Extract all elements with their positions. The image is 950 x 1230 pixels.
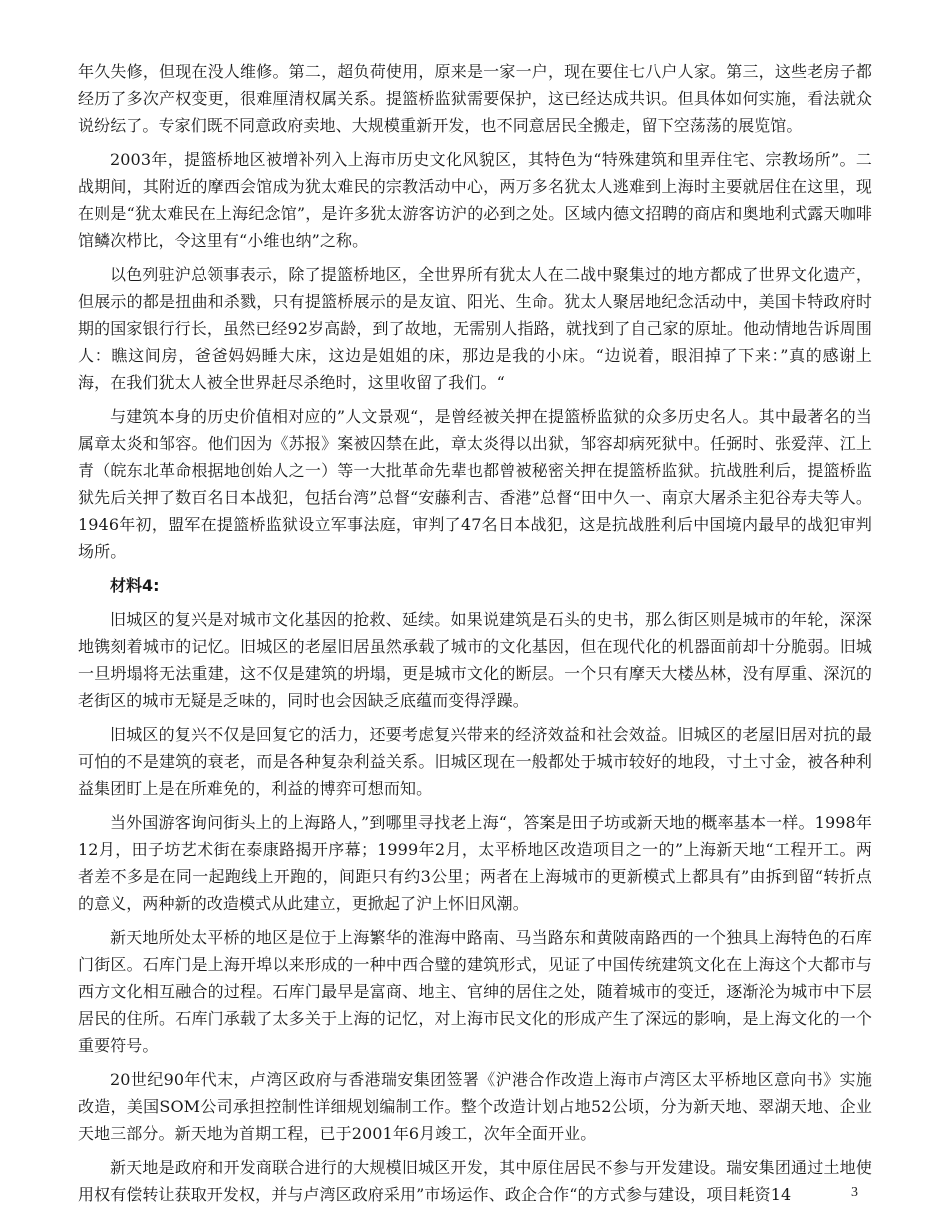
document-page [78,58,872,1215]
paragraph-1990s-redevelopment: 20世纪90年代末，卢湾区政府与香港瑞安集团签署《沪港合作改造上海市卢湾区太平桥地区意向书》实施改造，美国SOM公司承担控制性详细规划编制工作。整个改造计划占地52公顷，分为新天地、翠湖天地、企业天地三部分。新天地为首期工程，已于2001年6月竣工，次年全面开业。 [78,1070,872,1143]
section-heading-material-4: 材料4: [110,576,160,595]
paragraph-historical-figures: 与建筑本身的历史价值相对应的”人文景观“，是曾经被关押在提篮桥监狱的众多历史名人。其中最著名的当属章太炎和邹容。他们因为《苏报》案被囚禁在此，章太炎得以出狱，邹容却病死狱中。任弼时、张爱萍、江上青（皖东北革命根据地创始人之一）等一大批革命先辈也都曾被秘密关押在提篮桥监狱。抗战胜利后，提篮桥监狱先后关押了数百名日本战犯，包括台湾”总督“安藤利吉、香港”总督“田中久一、南京大屠杀主犯谷寿夫等人。1946年初，盟军在提篮桥监狱设立军事法庭，审判了47名日本战犯，这是抗战胜利后中国境内最早的战犯审判场所。 [78,407,872,561]
paragraph-tianzifang-xintiandi: 当外国游客询问街头上的上海路人，”到哪里寻找老上海“，答案是田子坊或新天地的概率基本一样。1998年12月，田子坊艺术街在泰康路揭开序幕；1999年2月，太平桥地区改造项目之一的”上海新天地“工程开工。两者差不多是在同一起跑线上开跑的，间距只有约3公里；两者在上海城市的更新模式上都具有”由拆到留“转折点的意义，两种新的改造模式从此建立，更掀起了沪上怀旧风潮。 [78,813,872,913]
paragraph-continued: 年久失修，但现在没人维修。第二，超负荷使用，原来是一家一户，现在要住七八户人家。第三，这些老房子都经历了多次产权变更，很难厘清权属关系。提篮桥监狱需要保护，这已经达成共识。但具体如何实施，看法就众说纷纭了。专家们既不同意政府卖地、大规模重新开发，也不同意居民全搬走，留下空荡荡的展览馆。 [78,62,872,135]
paragraph-2003: 2003年，提篮桥地区被增补列入上海市历史文化风貌区，其特色为“特殊建筑和里弄住宅、宗教场所”。二战期间，其附近的摩西会馆成为犹太难民的宗教活动中心，两万多名犹太人逃难到上海时主要就居住在这里，现在则是“犹太难民在上海纪念馆”，是许多犹太游客访沪的必到之处。区域内德文招聘的商店和奥地利式露天咖啡馆鳞次栉比，令这里有“小维也纳”之称。 [78,150,872,250]
paragraph-israel-consul: 以色列驻沪总领事表示，除了提篮桥地区，全世界所有犹太人在二战中聚集过的地方都成了世界文化遗产，但展示的都是扭曲和杀戮，只有提篮桥展示的是友谊、阳光、生命。犹太人聚居地纪念活动中，美国卡特政府时期的国家银行行长，虽然已经92岁高龄，到了故地，无需别人指路，就找到了自己家的原址。他动情地告诉周围人：瞧这间房，爸爸妈妈睡大床，这边是姐姐的床，那边是我的小床。“边说着，眼泪掉了下来：”真的感谢上海，在我们犹太人被全世界赶尽杀绝时，这里收留了我们。“ [78,265,872,392]
page-number: 3 [851,1185,858,1200]
paragraph-shikumen: 新天地所处太平桥的地区是位于上海繁华的淮海中路南、马当路东和黄陂南路西的一个独具上海特色的石库门街区。石库门是上海开埠以来形成的一种中西合璧的建筑形式，见证了中国传统建筑文化在上海这个大都市与西方文化相互融合的过程。石库门最早是富商、地主、官绅的居住之处，随着城市的变迁，逐渐沦为城市中下层居民的住所。石库门承载了太多关于上海的记忆，对上海市民文化的形成产生了深远的影响，是上海文化的一个重要符号。 [78,928,872,1055]
paragraph-xintiandi-development: 新天地是政府和开发商联合进行的大规模旧城区开发，其中原住居民不参与开发建设。瑞安集团通过土地使用权有偿转让获取开发权，并与卢湾区政府采用”市场运作、政企合作“的方式参与建设，项目耗资14 [78,1158,872,1204]
paragraph-old-city-revival: 旧城区的复兴是对城市文化基因的抢救、延续。如果说建筑是石头的史书，那么街区则是城市的年轮，深深地镌刻着城市的记忆。旧城区的老屋旧居虽然承载了城市的文化基因，但在现代化的机器面前却十分脆弱。旧城一旦坍塌将无法重建，这不仅是建筑的坍塌，更是城市文化的断层。一个只有摩天大楼丛林，没有厚重、深沉的老街区的城市无疑是乏味的，同时也会因缺乏底蕴而变得浮躁。 [78,610,872,710]
paragraph-revival-benefits: 旧城区的复兴不仅是回复它的活力，还要考虑复兴带来的经济效益和社会效益。旧城区的老屋旧居对抗的最可怕的不是建筑的衰老，而是各种复杂利益关系。旧城区现在一般都处于城市较好的地段，寸土寸金，被各种利益集团盯上是在所难免的，利益的博弈可想而知。 [78,725,872,798]
